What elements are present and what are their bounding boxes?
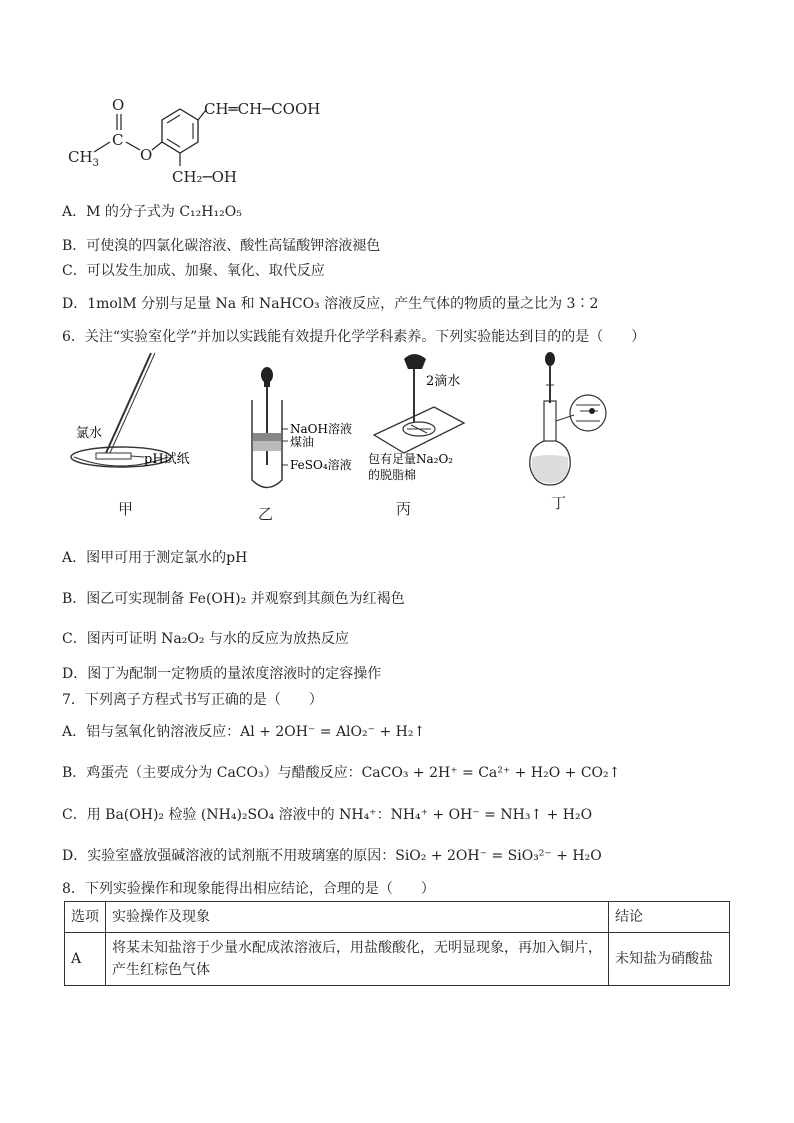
q6-stem: 6．关注“实验室化学”并加以实践能有效提升化学学科素养。下列实验能达到目的的是（ ） [62,329,646,345]
figure-ding-caption: 丁 [551,494,567,512]
figure-jia [66,345,206,495]
q7-option-c: C．用 Ba(OH)₂ 检验 (NH₄)₂SO₄ 溶液中的 NH₄⁺：NH₄⁺ + OH⁻ = NH₃↑ + H₂O [62,807,593,823]
figure-jia-label-a: 氯水 [76,426,103,441]
figure-bing-label-b: 包有足量Na₂O₂ [368,452,454,466]
table-header-operation: 实验操作及现象 [106,902,609,933]
q6-option-c: C．图丙可证明 Na₂O₂ 与水的反应为放热反应 [62,631,349,647]
q8-stem: 8．下列实验操作和现象能得出相应结论，合理的是（ ） [62,881,435,897]
mol-label-ch2oh: CH₂─OH [172,168,237,186]
figure-bing-caption: 丙 [396,500,412,518]
q7-option-a: A．铝与氢氧化钠溶液反应：Al + 2OH⁻ = AlO₂⁻ + H₂↑ [62,724,426,740]
figure-yi-label-a: NaOH溶液 [290,422,352,436]
figure-ding [526,345,626,495]
figure-bing-label-a: 2滴水 [426,374,461,389]
figure-bing-label-c: 的脱脂棉 [368,468,417,482]
mol-label-o-ester: O [140,146,153,164]
table-header-option: 选项 [65,902,106,933]
q7-option-d: D．实验室盛放强碱溶液的试剂瓶不用玻璃塞的原因：SiO₂ + 2OH⁻ = SiO₃²⁻ + H₂O [62,848,602,864]
figure-yi-label-b: 煤油 [290,435,315,449]
mol-label-o-top: O [112,96,125,114]
q7-option-b: B．鸡蛋壳（主要成分为 CaCO₃）与醋酸反应：CaCO₃ + 2H⁺ = Ca²⁺ + H₂O + CO₂↑ [62,765,621,781]
figure-yi-label-c: FeSO₄溶液 [290,458,352,472]
q5-option-a: A．M 的分子式为 C₁₂H₁₂O₅ [62,204,242,220]
table-cell-option: A [65,933,106,986]
figure-yi-caption: 乙 [258,505,274,523]
mol-label-side-chain: CH═CH─COOH [204,100,321,118]
mol-label-c: C [112,131,124,149]
q6-option-d: D．图丁为配制一定物质的量浓度溶液时的定容操作 [62,666,382,682]
q5-option-d: D．1molM 分别与足量 Na 和 NaHCO₃ 溶液反应，产生气体的物质的量之比为 3∶2 [62,296,599,312]
figure-yi [240,345,360,495]
mol-label-ch3: $CH_3$ [68,148,99,169]
table-header-conclusion: 结论 [609,902,730,933]
table-cell-operation: 将某未知盐溶于少量水配成浓溶液后，用盐酸酸化，无明显现象，再加入铜片，产生红棕色气体 [106,933,609,986]
q6-option-b: B．图乙可实现制备 Fe(OH)₂ 并观察到其颜色为红褐色 [62,591,405,607]
figure-jia-label-b: pH试纸 [144,452,190,467]
q8-table [64,901,730,986]
q6-option-a: A．图甲可用于测定氯水的pH [62,550,248,566]
q5-option-c: C．可以发生加成、加聚、氧化、取代反应 [62,263,325,279]
q5-option-b: B．可使溴的四氯化碳溶液、酸性高锰酸钾溶液褪色 [62,238,381,254]
molecule-structure [60,90,380,190]
figure-bing [364,345,494,495]
table-header-row [65,902,730,933]
figure-jia-caption: 甲 [118,500,134,518]
table-row [65,933,730,986]
table-cell-conclusion: 未知盐为硝酸盐 [609,933,730,986]
q7-stem: 7．下列离子方程式书写正确的是（ ） [62,692,323,708]
